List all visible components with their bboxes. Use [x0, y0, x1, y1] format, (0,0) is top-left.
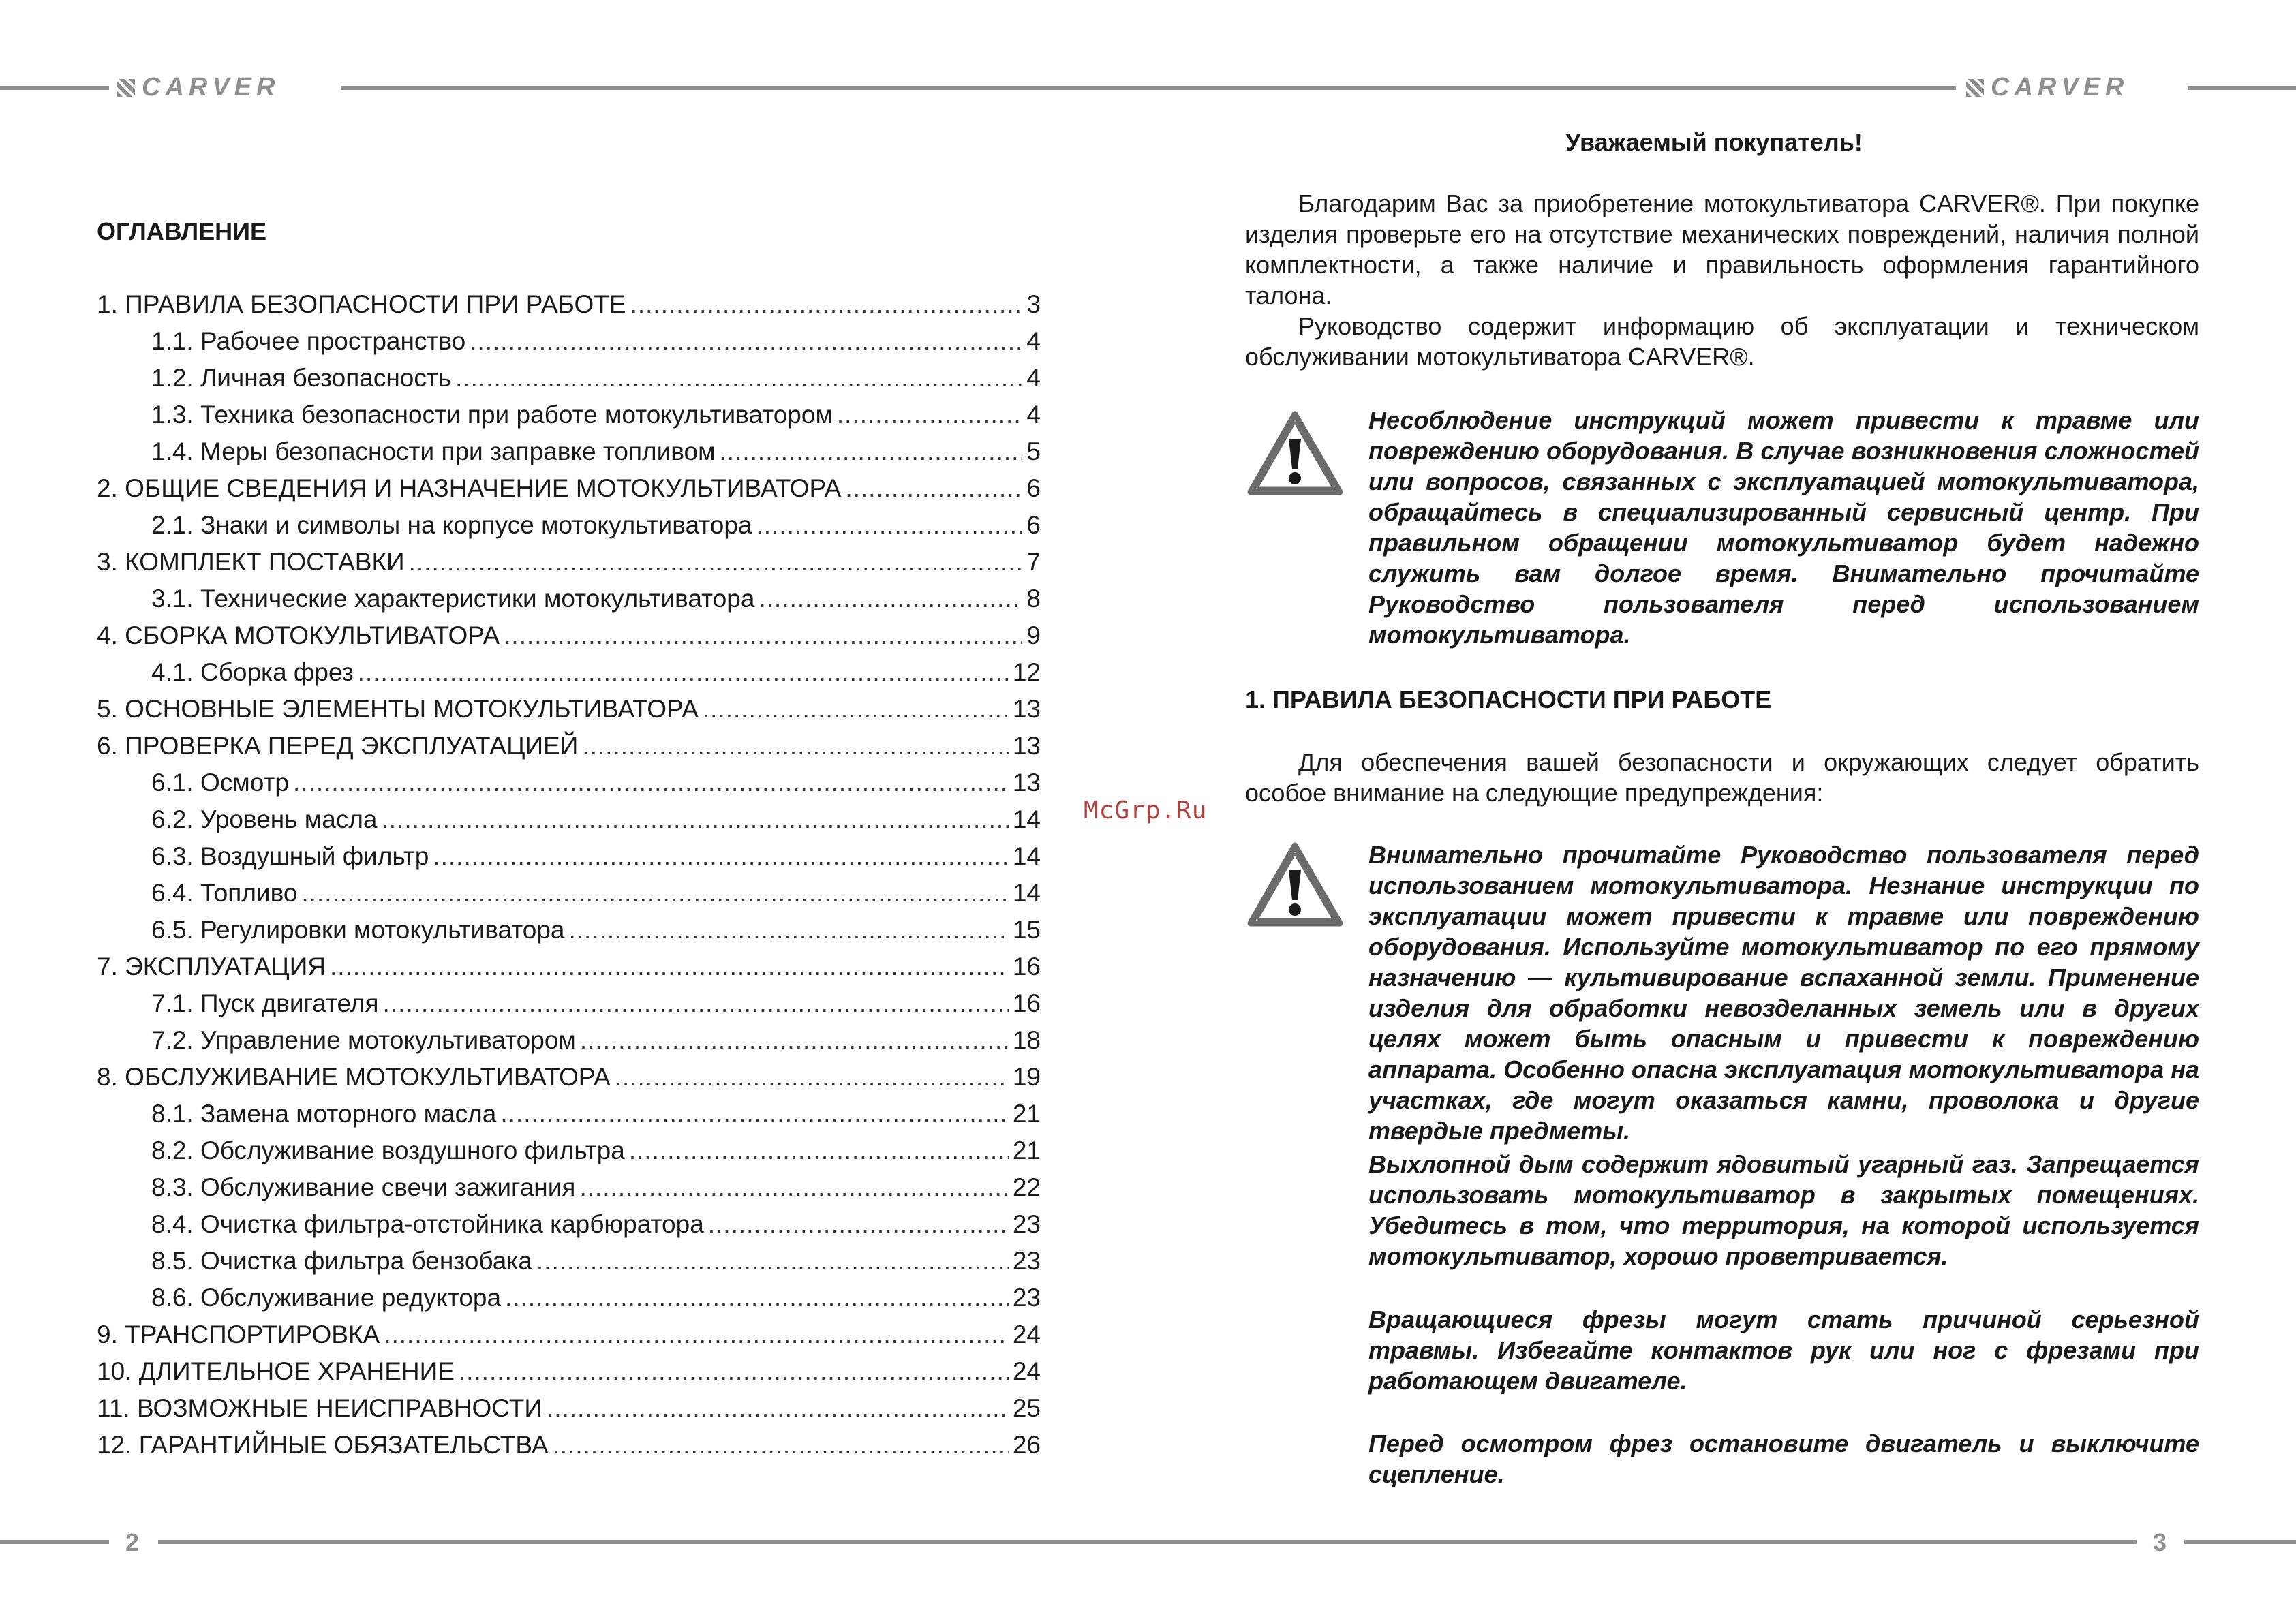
toc-entry-label: 8. ОБСЛУЖИВАНИЕ МОТОКУЛЬТИВАТОРА	[97, 1063, 611, 1091]
toc-entry-page: 23	[1012, 1247, 1041, 1275]
toc-leader-dots	[358, 654, 1009, 691]
toc-entry[interactable]	[97, 507, 1041, 544]
header-rule	[0, 86, 109, 90]
toc-leader-dots	[568, 912, 1008, 948]
toc-entry-page: 12	[1012, 658, 1041, 686]
toc-entry[interactable]	[97, 617, 1041, 654]
toc-entry[interactable]	[97, 360, 1041, 397]
toc-entry[interactable]	[97, 1096, 1041, 1132]
intro-paragraph: Руководство содержит информацию об эксплуатации и техническом обслуживании мотокультиватора CARVER®.	[1245, 312, 2199, 371]
toc-entry-label: 2.1. Знаки и символы на корпусе мотокультиватора	[151, 511, 752, 539]
warning-text: Выхлопной дым содержит ядовитый угарный газ. Запрещается использовать мотокультиватор в закрытых помещениях. Убедитесь в том, что территория, на которой используется мотокультиватор, хорошо проветривается.	[1368, 1150, 2199, 1270]
toc-entry-page: 8	[1026, 585, 1041, 613]
toc-entry-page: 3	[1026, 290, 1041, 318]
toc-entry-page: 7	[1026, 548, 1041, 576]
toc-entry[interactable]	[97, 397, 1041, 433]
toc-entry-label: 1.3. Техника безопасности при работе мотокультиватором	[151, 401, 833, 429]
toc-entry-page: 13	[1012, 732, 1041, 760]
toc-leader-dots	[582, 728, 1009, 764]
toc-leader-dots	[553, 1427, 1009, 1464]
warning-text: Внимательно прочитайте Руководство пользователя перед использованием мотокультиватора. Незнание инструкции по эксплуатации может привести к травме или повреждению оборудования. Используйте мотокультиватор по его прямому назначению — культивирование вспаханной земли. Применение изделия для обработки невозделанных земель или в других целях может быть опасным и привести к повреждению аппарата. Особенно опасна эксплуатация мотокультиватора на участках, где могут оказаться камни, проволока и другие твердые предметы.	[1368, 841, 2199, 1145]
toc-entry-page: 25	[1012, 1394, 1041, 1422]
toc-entry-label: 1.2. Личная безопасность	[151, 364, 452, 392]
toc-leader-dots	[536, 1243, 1009, 1280]
footer-rule	[158, 1540, 1148, 1544]
toc-leader-dots	[708, 1206, 1009, 1243]
toc-entry[interactable]	[97, 985, 1041, 1022]
toc-entry-page: 4	[1026, 327, 1041, 355]
toc-entry-page: 5	[1026, 437, 1041, 465]
toc-entry-page: 23	[1012, 1210, 1041, 1238]
toc-entry-page: 24	[1012, 1320, 1041, 1348]
toc-leader-dots	[756, 507, 1023, 544]
toc-entry[interactable]	[97, 1243, 1041, 1280]
toc-entry-page: 23	[1012, 1284, 1041, 1312]
toc-entry-page: 22	[1012, 1173, 1041, 1201]
toc-entry-label: 7. ЭКСПЛУАТАЦИЯ	[97, 953, 326, 980]
header-rule	[1148, 86, 1956, 90]
toc-leader-dots	[630, 286, 1023, 323]
toc-title: ОГЛАВЛЕНИЕ	[97, 217, 267, 245]
toc-entry[interactable]	[97, 875, 1041, 912]
toc-entry[interactable]	[97, 1353, 1041, 1390]
toc-entry-label: 8.1. Замена моторного масла	[151, 1100, 497, 1128]
toc-leader-dots	[837, 397, 1023, 433]
toc-entry-page: 18	[1012, 1026, 1041, 1054]
toc-entry-label: 6.1. Осмотр	[151, 769, 290, 797]
table-of-contents	[97, 286, 1041, 1464]
brand-mark-icon	[1966, 79, 1984, 97]
toc-entry[interactable]	[97, 801, 1041, 838]
toc-entry[interactable]	[97, 1059, 1041, 1096]
toc-entry[interactable]	[97, 470, 1041, 507]
toc-entry-label: 6.5. Регулировки мотокультиватора	[151, 916, 565, 944]
toc-leader-dots	[629, 1132, 1009, 1169]
watermark: McGrp.Ru	[1084, 797, 1208, 824]
section-title: 1. ПРАВИЛА БЕЗОПАСНОСТИ ПРИ РАБОТЕ	[1245, 685, 1772, 713]
toc-entry[interactable]	[97, 544, 1041, 581]
toc-entry-label: 8.4. Очистка фильтра-отстойника карбюратора	[151, 1210, 704, 1238]
toc-entry-page: 21	[1012, 1100, 1041, 1128]
intro-paragraph: Благодарим Вас за приобретение мотокультиватора CARVER®. При покупке изделия проверьте его на отсутствие механических повреждений, наличия полной комплектности, а также наличие и правильность оформления гарантийного талона.	[1245, 189, 2199, 309]
header-rule	[341, 86, 1148, 90]
toc-entry-page: 13	[1012, 769, 1041, 797]
toc-leader-dots	[293, 764, 1009, 801]
toc-leader-dots	[580, 1022, 1009, 1059]
toc-entry[interactable]	[97, 1316, 1041, 1353]
brand-logo: CARVER	[1966, 72, 2128, 102]
toc-entry-label: 6.3. Воздушный фильтр	[151, 842, 429, 870]
toc-entry-page: 13	[1012, 695, 1041, 723]
toc-entry-page: 15	[1012, 916, 1041, 944]
toc-entry-page: 6	[1026, 511, 1041, 539]
toc-entry[interactable]	[97, 654, 1041, 691]
toc-entry-label: 1.4. Меры безопасности при заправке топливом	[151, 437, 716, 465]
warning-text: Перед осмотром фрез остановите двигатель и выключите сцепление.	[1368, 1429, 2199, 1488]
toc-entry-label: 5. ОСНОВНЫЕ ЭЛЕМЕНТЫ МОТОКУЛЬТИВАТОРА	[97, 695, 699, 723]
section-intro: Для обеспечения вашей безопасности и окружающих следует обратить особое внимание на следующие предупреждения:	[1245, 748, 2199, 807]
toc-entry-label: 3.1. Технические характеристики мотокультиватора	[151, 585, 755, 613]
toc-entry-label: 9. ТРАНСПОРТИРОВКА	[97, 1320, 380, 1348]
toc-leader-dots	[470, 323, 1022, 360]
toc-entry-label: 7.1. Пуск двигателя	[151, 989, 379, 1017]
toc-entry[interactable]	[97, 1132, 1041, 1169]
toc-leader-dots	[504, 617, 1022, 654]
toc-leader-dots	[615, 1059, 1009, 1096]
toc-entry[interactable]	[97, 728, 1041, 764]
toc-leader-dots	[720, 433, 1023, 470]
toc-entry-page: 4	[1026, 401, 1041, 429]
toc-entry[interactable]	[97, 912, 1041, 948]
toc-leader-dots	[500, 1096, 1008, 1132]
toc-entry-page: 26	[1012, 1431, 1041, 1459]
warning-text: Вращающиеся фрезы могут стать причиной серьезной травмы. Избегайте контактов рук или ног с фрезами при работающем двигателе.	[1368, 1305, 2199, 1395]
page-number: 3	[2153, 1528, 2167, 1556]
toc-entry-label: 8.2. Обслуживание воздушного фильтра	[151, 1137, 625, 1164]
toc-entry-label: 2. ОБЩИЕ СВЕДЕНИЯ И НАЗНАЧЕНИЕ МОТОКУЛЬТИВАТОРА	[97, 474, 842, 502]
toc-entry-label: 6.4. Топливо	[151, 879, 298, 907]
toc-entry[interactable]	[97, 1390, 1041, 1427]
toc-entry-page: 24	[1012, 1357, 1041, 1385]
toc-leader-dots	[505, 1280, 1009, 1316]
toc-leader-dots	[301, 875, 1008, 912]
toc-entry[interactable]	[97, 286, 1041, 323]
toc-entry-label: 4. СБОРКА МОТОКУЛЬТИВАТОРА	[97, 621, 500, 649]
toc-leader-dots	[759, 581, 1022, 617]
toc-entry[interactable]	[97, 1206, 1041, 1243]
footer-rule	[0, 1540, 109, 1544]
toc-entry[interactable]	[97, 433, 1041, 470]
toc-leader-dots	[383, 985, 1009, 1022]
toc-entry[interactable]	[97, 1169, 1041, 1206]
toc-entry-label: 1. ПРАВИЛА БЕЗОПАСНОСТИ ПРИ РАБОТЕ	[97, 290, 626, 318]
toc-entry[interactable]	[97, 838, 1041, 875]
toc-entry[interactable]	[97, 581, 1041, 617]
toc-entry-page: 21	[1012, 1137, 1041, 1164]
warning-triangle-icon	[1246, 840, 1345, 929]
toc-entry-label: 8.5. Очистка фильтра бензобака	[151, 1247, 532, 1275]
toc-entry[interactable]	[97, 323, 1041, 360]
toc-leader-dots	[384, 1316, 1009, 1353]
toc-leader-dots	[381, 801, 1008, 838]
footer-rule	[2184, 1540, 2296, 1544]
toc-entry-page: 19	[1012, 1063, 1041, 1091]
brand-logo: CARVER	[117, 72, 279, 102]
toc-leader-dots	[547, 1390, 1009, 1427]
toc-entry-label: 7.2. Управление мотокультиватором	[151, 1026, 576, 1054]
toc-entry[interactable]	[97, 1022, 1041, 1059]
toc-entry-page: 6	[1026, 474, 1041, 502]
toc-entry-page: 16	[1012, 953, 1041, 980]
toc-entry-label: 8.6. Обслуживание редуктора	[151, 1284, 502, 1312]
toc-entry-label: 12. ГАРАНТИЙНЫЕ ОБЯЗАТЕЛЬСТВА	[97, 1431, 549, 1459]
toc-entry-page: 14	[1012, 842, 1041, 870]
toc-entry-page: 14	[1012, 879, 1041, 907]
header-rule	[2188, 86, 2296, 90]
toc-entry[interactable]	[97, 948, 1041, 985]
toc-entry-label: 8.3. Обслуживание свечи зажигания	[151, 1173, 576, 1201]
toc-entry-label: 3. КОМПЛЕКТ ПОСТАВКИ	[97, 548, 405, 576]
toc-entry[interactable]	[97, 1427, 1041, 1464]
toc-leader-dots	[579, 1169, 1008, 1206]
brand-mark-icon	[117, 79, 135, 97]
warning-text: Несоблюдение инструкций может привести к травме или повреждению оборудования. В случае возникновения сложностей или вопросов, связанных с эксплуатацией мотокультиватора, обращайтесь в специализированный сервисный центр. При правильном обращении мотокультиватор будет надежно служить вам долгое время. Внимательно прочитайте Руководство пользователя перед использованием мотокультиватора.	[1368, 406, 2199, 649]
toc-leader-dots	[459, 1353, 1009, 1390]
toc-leader-dots	[703, 691, 1009, 728]
toc-entry-page: 4	[1026, 364, 1041, 392]
toc-leader-dots	[409, 544, 1023, 581]
toc-leader-dots	[433, 838, 1009, 875]
toc-entry-label: 4.1. Сборка фрез	[151, 658, 354, 686]
toc-entry[interactable]	[97, 764, 1041, 801]
toc-entry-label: 11. ВОЗМОЖНЫЕ НЕИСПРАВНОСТИ	[97, 1394, 542, 1422]
toc-entry-label: 10. ДЛИТЕЛЬНОЕ ХРАНЕНИЕ	[97, 1357, 455, 1385]
warning-triangle-icon	[1246, 409, 1345, 497]
toc-entry-page: 14	[1012, 805, 1041, 833]
toc-entry[interactable]	[97, 691, 1041, 728]
toc-leader-dots	[330, 948, 1009, 985]
toc-entry-page: 9	[1026, 621, 1041, 649]
footer-rule	[1148, 1540, 2137, 1544]
toc-entry-label: 6.2. Уровень масла	[151, 805, 378, 833]
greeting-heading: Уважаемый покупатель!	[1565, 128, 1863, 156]
toc-entry-page: 16	[1012, 989, 1041, 1017]
page-number: 2	[125, 1528, 140, 1556]
toc-entry[interactable]	[97, 1280, 1041, 1316]
toc-leader-dots	[455, 360, 1022, 397]
toc-entry-label: 1.1. Рабочее пространство	[151, 327, 466, 355]
toc-leader-dots	[845, 470, 1022, 507]
toc-entry-label: 6. ПРОВЕРКА ПЕРЕД ЭКСПЛУАТАЦИЕЙ	[97, 732, 579, 760]
